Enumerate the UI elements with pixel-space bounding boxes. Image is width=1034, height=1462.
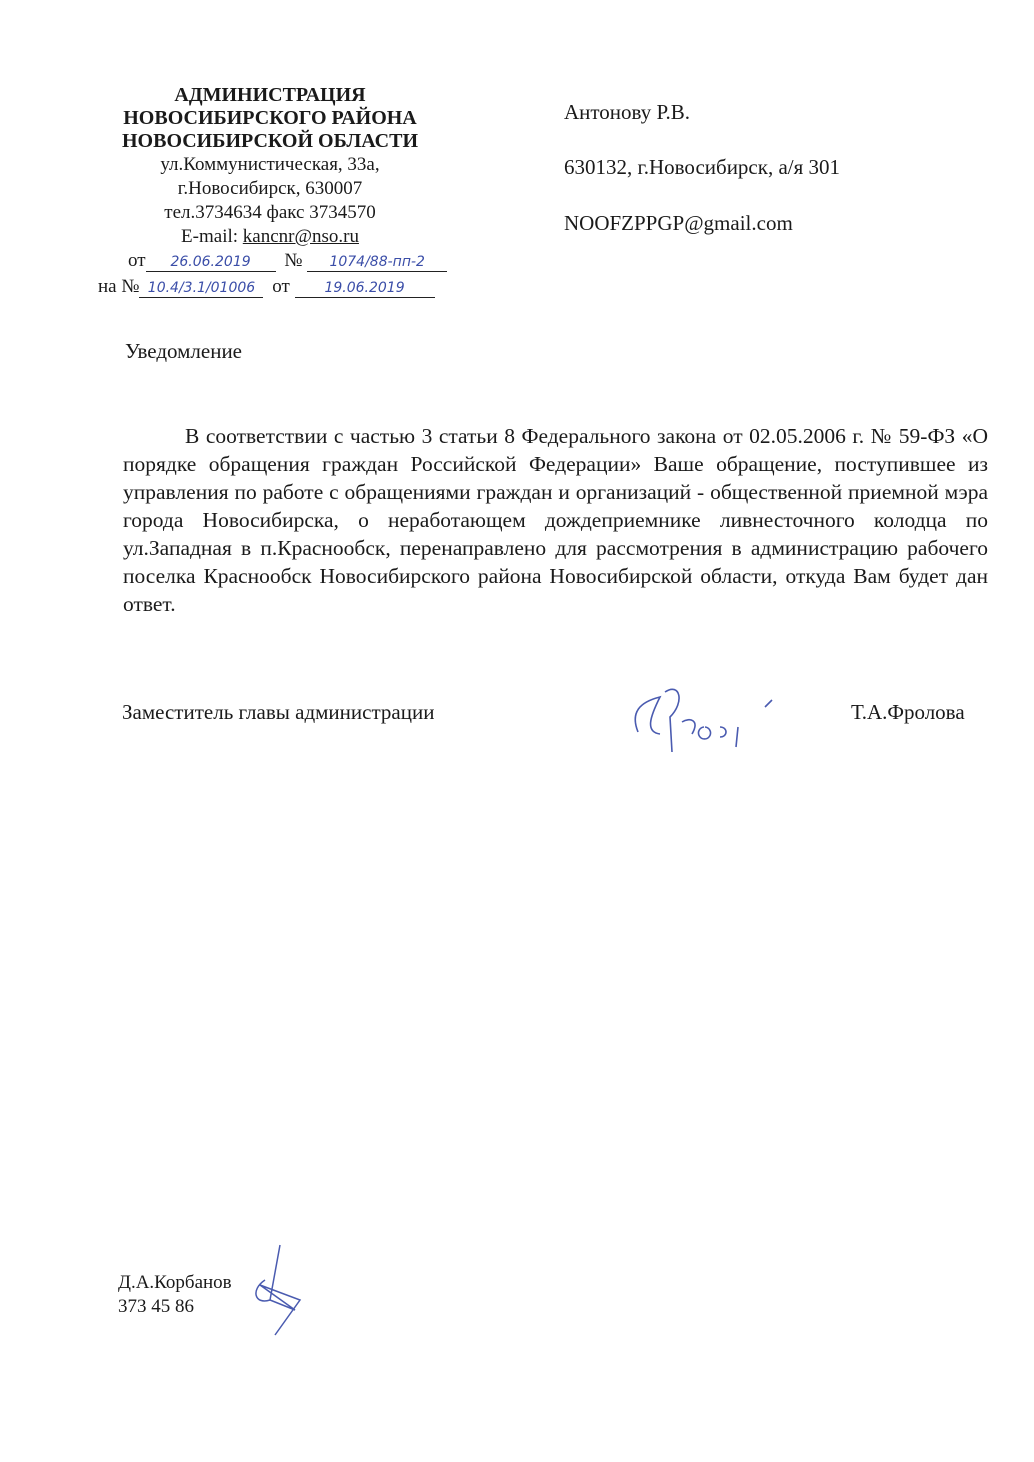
date-label: от: [128, 250, 146, 271]
document-body: В соответствии с частью 3 статьи 8 Федерального закона от 02.05.2006 г. № 59-ФЗ «О порядке обращения граждан Российской Федерации» Ваше обращение, поступившее из управления по работе с обращениями граждан и организаций - общественной приемной мэра города Новосибирска, о неработающем дождеприемнике ливнесточного колодца по ул.Западная в п.Краснообск, перенаправлено для рассмотрения в администрацию рабочего поселка Краснообск Новосибирского района Новосибирской области, откуда Вам будет дан ответ.: [123, 424, 988, 616]
handwritten-signature: [620, 672, 790, 762]
org-name-line1: АДМИНИСТРАЦИЯ: [174, 84, 366, 106]
reply-label: на №: [98, 276, 140, 297]
document-title: Уведомление: [125, 339, 243, 363]
executor-initials-signature: [240, 1240, 320, 1340]
reply-date: 19.06.2019: [295, 279, 435, 298]
org-name-line3: НОВОСИБИРСКОЙ ОБЛАСТИ: [121, 130, 419, 152]
org-city: г.Новосибирск, 630007: [177, 178, 363, 199]
number-label: №: [284, 250, 303, 271]
recipient-email: NOOFZPPGP@gmail.com: [564, 211, 793, 235]
org-street: ул.Коммунистическая, 33а,: [160, 154, 380, 175]
recipient-address: 630132, г.Новосибирск, а/я 301: [564, 155, 841, 179]
incoming-reg-line: [98, 276, 435, 298]
reply-number: 10.4/3.1/01006: [139, 279, 263, 298]
org-phone: тел.3734634 факс 3734570: [164, 202, 376, 223]
org-name-line2: НОВОСИБИРСКОГО РАЙОНА: [123, 107, 417, 129]
reply-date-label: от: [272, 276, 290, 297]
signatory-name: Т.А.Фролова: [851, 700, 965, 724]
recipient-name: Антонову Р.В.: [564, 100, 691, 124]
outgoing-number: 1074/88-пп-2: [307, 253, 447, 272]
org-email[interactable]: kancnr@nso.ru: [242, 226, 359, 247]
org-email-line: [90, 225, 450, 249]
outgoing-date: 26.06.2019: [146, 253, 276, 272]
email-label: E-mail:: [181, 226, 243, 247]
outgoing-reg-line: [128, 250, 447, 272]
sender-header: [90, 84, 450, 249]
executor-name: Д.А.Корбанов: [118, 1272, 232, 1293]
executor-phone: 373 45 86: [118, 1296, 194, 1317]
signatory-position: Заместитель главы администрации: [122, 700, 435, 724]
